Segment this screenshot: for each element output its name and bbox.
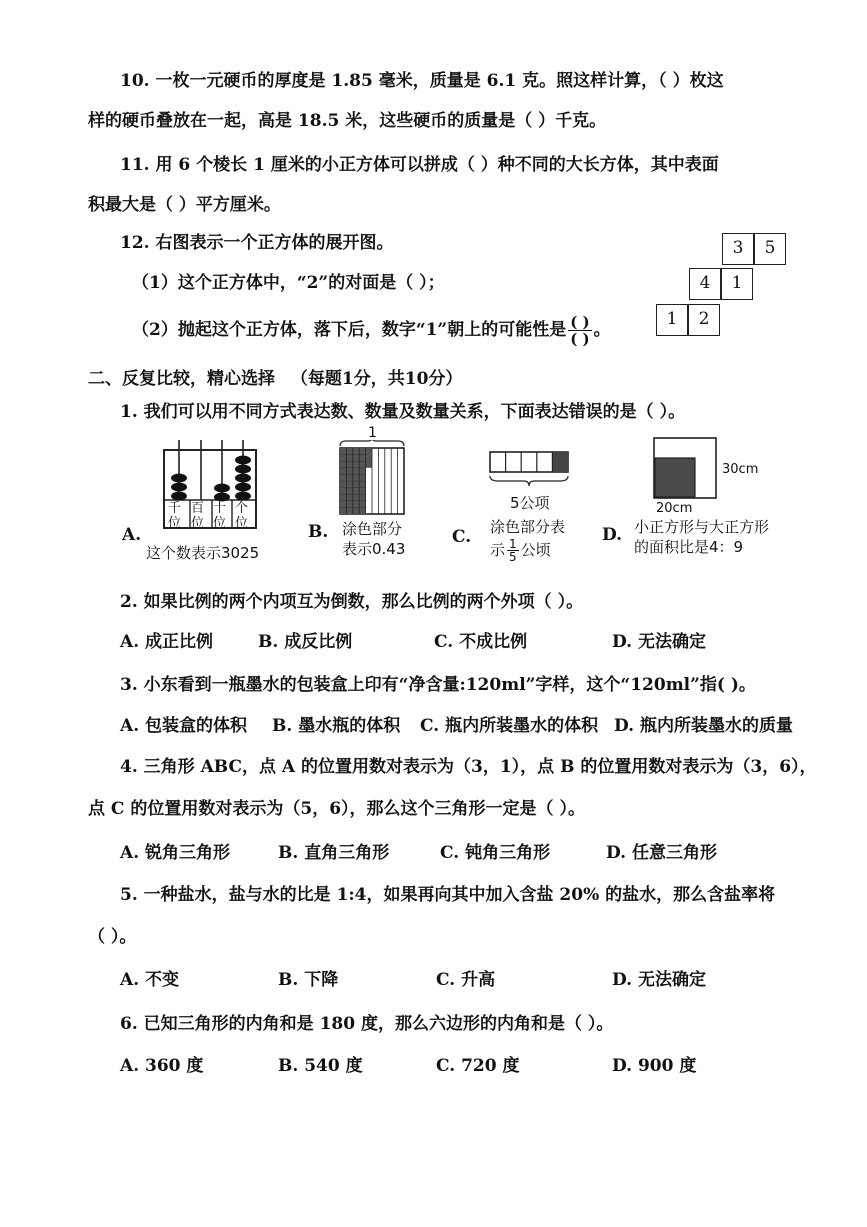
frac-bottom: 5: [509, 550, 517, 564]
s6-option-a[interactable]: A. 360 度: [120, 1056, 204, 1076]
s1-option-a-letter: A.: [122, 525, 142, 545]
q12-frac-bottom: ( ): [570, 330, 590, 348]
net-cell: 1: [656, 304, 688, 336]
s1-option-c-top: 5公项: [510, 494, 550, 512]
s4-option-a[interactable]: A. 锐角三角形: [120, 843, 231, 863]
q12-fraction: [568, 314, 591, 347]
s4-option-d[interactable]: D. 任意三角形: [606, 843, 717, 863]
s1-option-c-caption1: 涂色部分表: [490, 518, 566, 536]
abacus-label: 个位: [235, 501, 249, 531]
s4-line1: 4. 三角形 ABC，点 A 的位置用数对表示为（3，1），点 B 的位置用数对表示为（3，6），: [120, 757, 817, 777]
q12-sub2: [132, 314, 611, 347]
s3-option-b[interactable]: B. 墨水瓶的体积: [272, 716, 401, 736]
q11-line1: 11. 用 6 个棱长 1 厘米的小正方体可以拼成（ ）种不同的大长方体，其中表面: [120, 155, 719, 175]
s1-option-c-caption2-a: 示: [490, 541, 506, 559]
frac-top: 1: [509, 537, 517, 551]
s1-option-b-top: 1: [368, 425, 377, 441]
s5-option-c[interactable]: C. 升高: [436, 970, 496, 990]
s1-option-b-caption1: 涂色部分: [342, 520, 403, 538]
s1-option-c-caption2: [490, 538, 551, 563]
q12-sub2-end: 。: [593, 320, 611, 340]
s3-option-a[interactable]: A. 包装盒的体积: [120, 716, 248, 736]
s1-option-d-bottom: 20cm: [656, 501, 693, 516]
q10-line1: 10. 一枚一元硬币的厚度是 1.85 毫米，质量是 6.1 克。照这样计算，（ ）枚这: [120, 71, 724, 91]
q12-frac-top: ( ): [570, 313, 590, 331]
s4-option-c[interactable]: C. 钝角三角形: [440, 843, 551, 863]
s3-stem: 3. 小东看到一瓶墨水的包装盒上印有“净含量:120ml”字样，这个“120ml”指( )。: [120, 675, 756, 695]
s6-option-b[interactable]: B. 540 度: [278, 1056, 363, 1076]
s1-option-c-caption2-b: 公顷: [520, 541, 551, 559]
section-note: （每题1分，共10分）: [290, 369, 463, 389]
net-cell: 1: [721, 268, 753, 300]
s2-option-c[interactable]: C. 不成比例: [434, 632, 528, 652]
q10-line2: 样的硬币叠放在一起，高是 18.5 米，这些硬币的质量是（ ）千克。: [88, 111, 607, 131]
s4-option-b[interactable]: B. 直角三角形: [278, 843, 390, 863]
q11-line2: 积最大是（ ）平方厘米。: [88, 195, 281, 215]
s2-stem: 2. 如果比例的两个内项互为倒数，那么比例的两个外项（ ）。: [120, 592, 584, 612]
s1-option-d-letter: D.: [602, 525, 623, 545]
s1-option-d-caption1: 小正方形与大正方形: [634, 518, 770, 536]
abacus-label: 百位: [191, 501, 205, 531]
s1-stem: 1. 我们可以用不同方式表达数、数量及数量关系，下面表达错误的是（ ）。: [120, 402, 686, 422]
q12-line1: 12. 右图表示一个正方体的展开图。: [120, 233, 394, 253]
net-cell: 5: [754, 233, 786, 265]
s5-line2: （ ）。: [88, 927, 137, 947]
s2-option-d[interactable]: D. 无法确定: [612, 632, 706, 652]
q12-sub1: （1）这个正方体中，“2”的对面是（ ）；: [132, 273, 445, 293]
s6-option-d[interactable]: D. 900 度: [612, 1056, 697, 1076]
decimal-grid: [338, 440, 406, 521]
q12-sub2-text: （2）抛起这个正方体，落下后，数字“1”朝上的可能性是: [132, 320, 567, 340]
abacus-label: 千位: [168, 501, 182, 531]
s1-option-a-caption: 这个数表示3025: [146, 544, 260, 562]
section-title: [88, 368, 462, 390]
s1-option-c-fraction: [507, 538, 519, 563]
s3-option-d[interactable]: D. 瓶内所装墨水的质量: [614, 716, 793, 736]
s5-option-a[interactable]: A. 不变: [120, 970, 180, 990]
s1-option-d-side: 30cm: [722, 462, 759, 477]
s5-option-d[interactable]: D. 无法确定: [612, 970, 706, 990]
s5-line1: 5. 一种盐水，盐与水的比是 1:4，如果再向其中加入含盐 20% 的盐水，那么含盐率将: [120, 885, 776, 905]
s1-option-b-letter: B.: [308, 522, 329, 542]
s3-option-c[interactable]: C. 瓶内所装墨水的体积: [420, 716, 599, 736]
section-title-text: 二、反复比较，精心选择: [88, 369, 275, 389]
s1-option-b-caption2: 表示0.43: [342, 540, 406, 558]
s2-option-b[interactable]: B. 成反比例: [258, 632, 353, 652]
s6-stem: 6. 已知三角形的内角和是 180 度，那么六边形的内角和是（ ）。: [120, 1014, 614, 1034]
net-cell: 4: [689, 268, 721, 300]
s2-option-a[interactable]: A. 成正比例: [120, 632, 214, 652]
net-cell: 3: [722, 233, 754, 265]
s4-line2: 点 C 的位置用数对表示为（5，6），那么这个三角形一定是（ ）。: [88, 799, 585, 819]
net-cell: 2: [688, 304, 720, 336]
s1-option-c-letter: C.: [452, 527, 472, 547]
square-compare-figure: [652, 436, 718, 505]
fraction-strip: [488, 448, 570, 495]
abacus-label: 十位: [213, 501, 227, 531]
s1-option-d-caption2: 的面积比是4：9: [634, 538, 744, 556]
s5-option-b[interactable]: B. 下降: [278, 970, 339, 990]
s6-option-c[interactable]: C. 720 度: [436, 1056, 520, 1076]
